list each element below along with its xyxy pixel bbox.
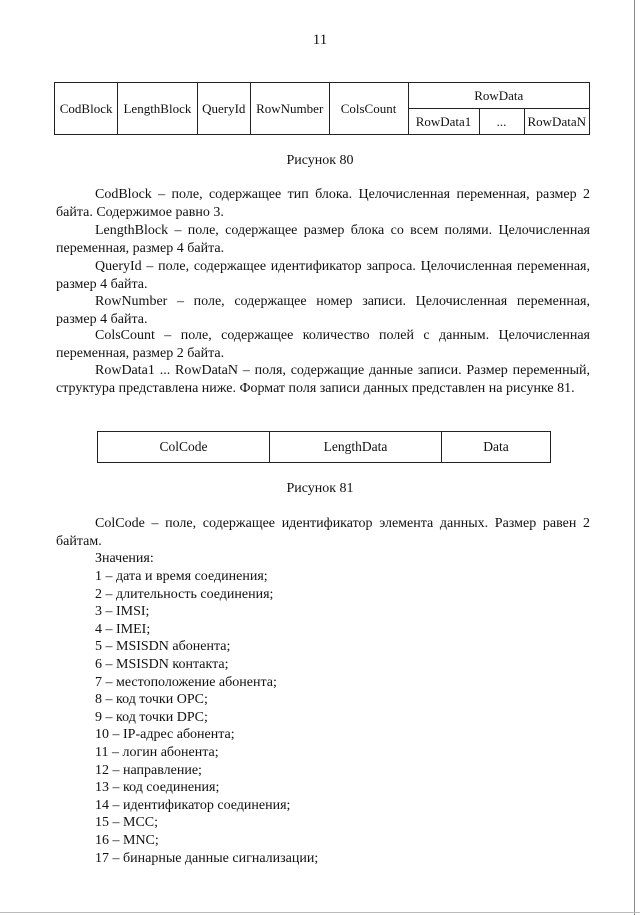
paragraph-rownumber: RowNumber – поле, содержащее номер записи. Целочисленная переменная, размер 4 байта. bbox=[56, 294, 590, 327]
cell-rownumber: RowNumber bbox=[250, 83, 329, 135]
paragraph-rowdata: RowData1 ... RowDataN – поля, содержащие данные записи. Размер переменный, структура представлена ниже. Формат поля записи данных представлен на рисунке 81. bbox=[56, 363, 590, 396]
list-item: 7 – местоположение абонента; bbox=[95, 674, 277, 690]
list-item: 3 – IMSI; bbox=[95, 604, 150, 620]
cell-lengthdata: LengthData bbox=[270, 432, 442, 463]
list-item: 9 – код точки DPC; bbox=[95, 709, 208, 725]
figure-80-table bbox=[54, 82, 590, 135]
list-item: 12 – направление; bbox=[95, 762, 202, 778]
list-item: 2 – длительность соединения; bbox=[95, 586, 274, 602]
list-item: 4 – IMEI; bbox=[95, 621, 151, 637]
paragraph-colcode: ColCode – поле, содержащее идентификатор элемента данных. Размер равен 2 байтам. bbox=[56, 516, 590, 549]
list-item: 14 – идентификатор соединения; bbox=[95, 797, 291, 813]
cell-queryid: QueryId bbox=[197, 83, 250, 135]
figure-81-table bbox=[97, 431, 551, 463]
scan-bottom-line bbox=[0, 912, 640, 913]
list-item: 6 – MSISDN контакта; bbox=[95, 656, 229, 672]
page-number: 11 bbox=[312, 32, 328, 48]
cell-rowdatan: RowDataN bbox=[524, 109, 590, 135]
list-item: 16 – MNC; bbox=[95, 832, 159, 848]
list-item: 8 – код точки OPC; bbox=[95, 692, 208, 708]
list-item: 5 – MSISDN абонента; bbox=[95, 639, 231, 655]
values-list bbox=[95, 568, 318, 867]
paragraph-codblock: CodBlock – поле, содержащее тип блока. Целочисленная переменная, размер 2 байта. Содержимое равно 3. bbox=[56, 187, 590, 220]
list-item: 10 – IP-адрес абонента; bbox=[95, 727, 235, 743]
cell-data: Data bbox=[442, 432, 551, 463]
list-item: 11 – логин абонента; bbox=[95, 744, 219, 760]
cell-codblock: CodBlock bbox=[55, 83, 118, 135]
cell-lengthblock: LengthBlock bbox=[118, 83, 197, 135]
cell-rowdata: RowData bbox=[408, 83, 590, 109]
scan-edge-line bbox=[634, 0, 635, 915]
cell-rowdata1: RowData1 bbox=[408, 109, 479, 135]
paragraph-lengthblock: LengthBlock – поле, содержащее размер блока со всем полями. Целочисленная переменная, размер 4 байта. bbox=[56, 223, 590, 256]
paragraph-queryid: QueryId – поле, содержащее идентификатор запроса. Целочисленная переменная, размер 4 байта. bbox=[56, 259, 590, 292]
cell-rowdata-ellipsis: ... bbox=[479, 109, 524, 135]
list-item: 1 – дата и время соединения; bbox=[95, 569, 268, 584]
figure-80-caption: Рисунок 80 bbox=[286, 153, 354, 168]
list-item: 15 – MCC; bbox=[95, 815, 159, 831]
list-item: 13 – код соединения; bbox=[95, 780, 220, 796]
list-item: 17 – бинарные данные сигнализации; bbox=[95, 850, 319, 866]
cell-colcode: ColCode bbox=[98, 432, 270, 463]
paragraph-colscount: ColsCount – поле, содержащее количество полей с данным. Целочисленная переменная, размер 2 байта. bbox=[56, 328, 590, 361]
cell-colscount: ColsCount bbox=[329, 83, 408, 135]
values-label: Значения: bbox=[95, 551, 154, 566]
figure-81-caption: Рисунок 81 bbox=[286, 481, 354, 496]
